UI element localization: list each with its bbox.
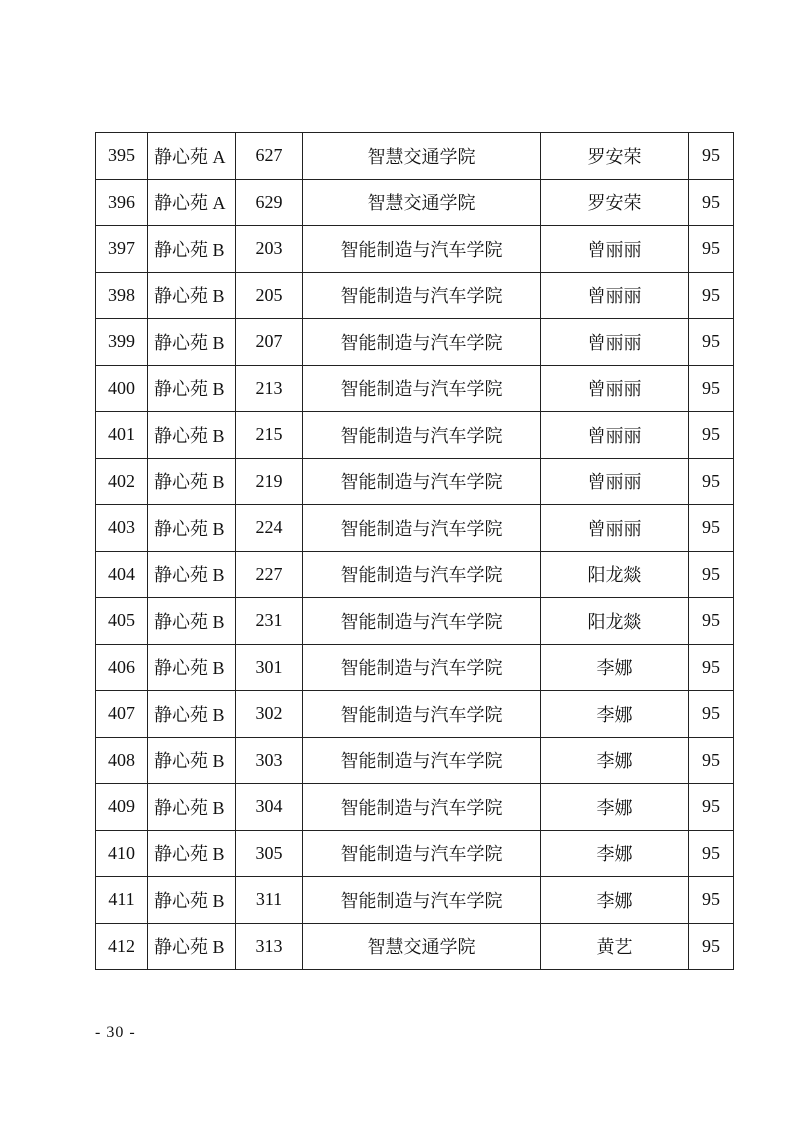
- row-number-cell: 405: [96, 598, 148, 645]
- building-cell: 静心苑 B: [148, 412, 236, 459]
- person-in-charge-cell: 曾丽丽: [541, 365, 689, 412]
- row-number-cell: 406: [96, 644, 148, 691]
- building-cell: 静心苑 B: [148, 644, 236, 691]
- row-number-cell: 402: [96, 458, 148, 505]
- score-cell: 95: [689, 179, 734, 226]
- person-in-charge-cell: 李娜: [541, 644, 689, 691]
- row-number-cell: 410: [96, 830, 148, 877]
- table-row: [96, 691, 734, 738]
- college-cell: 智慧交通学院: [303, 133, 541, 180]
- table-row: [96, 319, 734, 366]
- room-number-cell: 203: [236, 226, 303, 273]
- score-cell: 95: [689, 830, 734, 877]
- building-cell: 静心苑 B: [148, 365, 236, 412]
- score-cell: 95: [689, 458, 734, 505]
- table-row: [96, 784, 734, 831]
- college-cell: 智能制造与汽车学院: [303, 737, 541, 784]
- table-row: [96, 830, 734, 877]
- college-cell: 智能制造与汽车学院: [303, 226, 541, 273]
- college-cell: 智能制造与汽车学院: [303, 458, 541, 505]
- table-row: [96, 179, 734, 226]
- building-cell: 静心苑 B: [148, 226, 236, 273]
- room-number-cell: 224: [236, 505, 303, 552]
- room-number-cell: 313: [236, 923, 303, 970]
- building-cell: 静心苑 B: [148, 458, 236, 505]
- person-in-charge-cell: 李娜: [541, 691, 689, 738]
- building-cell: 静心苑 A: [148, 133, 236, 180]
- row-number-cell: 401: [96, 412, 148, 459]
- room-number-cell: 311: [236, 877, 303, 924]
- table-row: [96, 598, 734, 645]
- building-cell: 静心苑 A: [148, 179, 236, 226]
- row-number-cell: 396: [96, 179, 148, 226]
- building-cell: 静心苑 B: [148, 598, 236, 645]
- row-number-cell: 412: [96, 923, 148, 970]
- room-number-cell: 227: [236, 551, 303, 598]
- college-cell: 智能制造与汽车学院: [303, 272, 541, 319]
- score-cell: 95: [689, 365, 734, 412]
- college-cell: 智能制造与汽车学院: [303, 412, 541, 459]
- table-row: [96, 133, 734, 180]
- score-cell: 95: [689, 737, 734, 784]
- person-in-charge-cell: 曾丽丽: [541, 226, 689, 273]
- room-number-cell: 231: [236, 598, 303, 645]
- room-number-cell: 303: [236, 737, 303, 784]
- row-number-cell: 409: [96, 784, 148, 831]
- score-cell: 95: [689, 923, 734, 970]
- building-cell: 静心苑 B: [148, 784, 236, 831]
- college-cell: 智能制造与汽车学院: [303, 365, 541, 412]
- row-number-cell: 404: [96, 551, 148, 598]
- college-cell: 智能制造与汽车学院: [303, 784, 541, 831]
- building-cell: 静心苑 B: [148, 505, 236, 552]
- room-number-cell: 627: [236, 133, 303, 180]
- building-cell: 静心苑 B: [148, 830, 236, 877]
- room-number-cell: 213: [236, 365, 303, 412]
- table-row: [96, 226, 734, 273]
- row-number-cell: 403: [96, 505, 148, 552]
- college-cell: 智能制造与汽车学院: [303, 830, 541, 877]
- table-row: [96, 644, 734, 691]
- table-row: [96, 737, 734, 784]
- room-number-cell: 215: [236, 412, 303, 459]
- building-cell: 静心苑 B: [148, 737, 236, 784]
- table-row: [96, 412, 734, 459]
- college-cell: 智能制造与汽车学院: [303, 691, 541, 738]
- person-in-charge-cell: 曾丽丽: [541, 319, 689, 366]
- person-in-charge-cell: 曾丽丽: [541, 505, 689, 552]
- table-row: [96, 505, 734, 552]
- person-in-charge-cell: 李娜: [541, 737, 689, 784]
- person-in-charge-cell: 曾丽丽: [541, 272, 689, 319]
- building-cell: 静心苑 B: [148, 877, 236, 924]
- building-cell: 静心苑 B: [148, 691, 236, 738]
- building-cell: 静心苑 B: [148, 551, 236, 598]
- room-number-cell: 219: [236, 458, 303, 505]
- building-cell: 静心苑 B: [148, 319, 236, 366]
- building-cell: 静心苑 B: [148, 923, 236, 970]
- room-number-cell: 205: [236, 272, 303, 319]
- score-cell: 95: [689, 133, 734, 180]
- room-number-cell: 304: [236, 784, 303, 831]
- college-cell: 智能制造与汽车学院: [303, 551, 541, 598]
- building-cell: 静心苑 B: [148, 272, 236, 319]
- row-number-cell: 397: [96, 226, 148, 273]
- person-in-charge-cell: 阳龙燚: [541, 598, 689, 645]
- score-cell: 95: [689, 644, 734, 691]
- table-body: [96, 133, 734, 970]
- college-cell: 智能制造与汽车学院: [303, 505, 541, 552]
- college-cell: 智能制造与汽车学院: [303, 877, 541, 924]
- room-number-cell: 207: [236, 319, 303, 366]
- person-in-charge-cell: 罗安荣: [541, 179, 689, 226]
- table-row: [96, 877, 734, 924]
- score-cell: 95: [689, 551, 734, 598]
- row-number-cell: 408: [96, 737, 148, 784]
- college-cell: 智能制造与汽车学院: [303, 319, 541, 366]
- person-in-charge-cell: 李娜: [541, 784, 689, 831]
- score-cell: 95: [689, 272, 734, 319]
- table-row: [96, 365, 734, 412]
- table-row: [96, 551, 734, 598]
- room-number-cell: 305: [236, 830, 303, 877]
- person-in-charge-cell: 罗安荣: [541, 133, 689, 180]
- person-in-charge-cell: 曾丽丽: [541, 458, 689, 505]
- score-cell: 95: [689, 691, 734, 738]
- room-number-cell: 629: [236, 179, 303, 226]
- college-cell: 智慧交通学院: [303, 923, 541, 970]
- score-cell: 95: [689, 877, 734, 924]
- room-number-cell: 301: [236, 644, 303, 691]
- table-row: [96, 923, 734, 970]
- table-row: [96, 458, 734, 505]
- score-cell: 95: [689, 226, 734, 273]
- row-number-cell: 400: [96, 365, 148, 412]
- person-in-charge-cell: 曾丽丽: [541, 412, 689, 459]
- dormitory-score-table: [95, 132, 734, 970]
- row-number-cell: 407: [96, 691, 148, 738]
- person-in-charge-cell: 黄艺: [541, 923, 689, 970]
- room-number-cell: 302: [236, 691, 303, 738]
- row-number-cell: 395: [96, 133, 148, 180]
- score-cell: 95: [689, 319, 734, 366]
- score-cell: 95: [689, 412, 734, 459]
- page-number: - 30 -: [95, 1024, 136, 1041]
- person-in-charge-cell: 阳龙燚: [541, 551, 689, 598]
- row-number-cell: 398: [96, 272, 148, 319]
- college-cell: 智慧交通学院: [303, 179, 541, 226]
- college-cell: 智能制造与汽车学院: [303, 644, 541, 691]
- score-cell: 95: [689, 784, 734, 831]
- person-in-charge-cell: 李娜: [541, 877, 689, 924]
- person-in-charge-cell: 李娜: [541, 830, 689, 877]
- row-number-cell: 399: [96, 319, 148, 366]
- row-number-cell: 411: [96, 877, 148, 924]
- table-row: [96, 272, 734, 319]
- score-cell: 95: [689, 505, 734, 552]
- score-cell: 95: [689, 598, 734, 645]
- college-cell: 智能制造与汽车学院: [303, 598, 541, 645]
